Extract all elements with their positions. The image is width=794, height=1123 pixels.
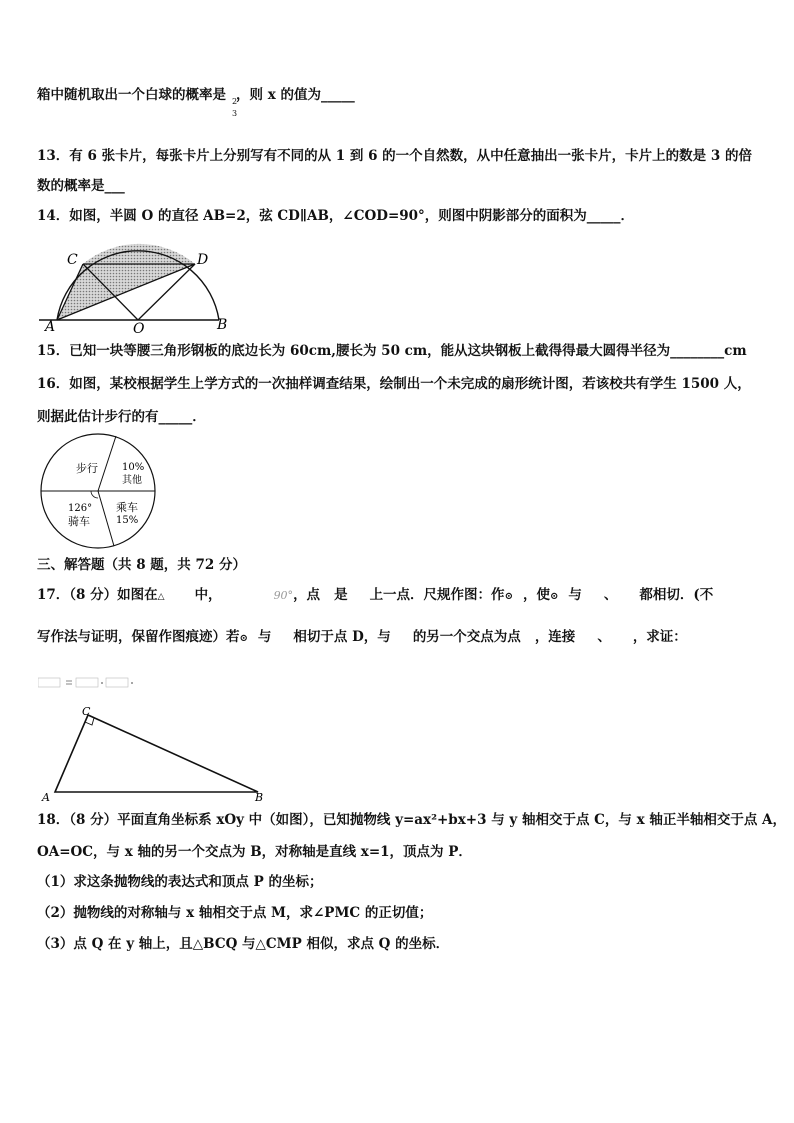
q16-label-bike: 骑车 (68, 515, 90, 528)
q17-l2f: 、 (597, 629, 611, 645)
q12-line (37, 86, 355, 104)
q18-sub1: （1）求这条抛物线的表达式和顶点 P 的坐标； (37, 874, 323, 890)
q12-frac-den: 3 (232, 109, 238, 118)
q16-label-other: 其他 (122, 475, 142, 486)
q12-frac-num: 2 (232, 97, 238, 106)
q16-line1: 16．如图，某校根据学生上学方式的一次抽样调查结果，绘制出一个未完成的扇形统计图，若该校共有学生 1500 人， (37, 376, 751, 392)
circle-symbol: ⊙ (504, 591, 513, 602)
q17-l2e: ，连接 (534, 629, 576, 645)
q14-semicircle-figure (37, 230, 237, 335)
q17-l1b: 中， (194, 587, 222, 603)
q17-angle-value: 90° (273, 589, 294, 602)
q17-l2c: 相切于点 D，与 (293, 629, 391, 645)
q17-l1e: 上一点．尺规作图：作 (369, 587, 505, 603)
q18-line1: 18．（8 分）平面直角坐标系 xOy 中（如图），已知抛物线 y=ax²+bx+3 与 y 轴相交于点 C，与 x 轴正半轴相交于点 A， (37, 812, 787, 828)
q16-label-bus: 乘车 (116, 501, 138, 514)
q17-l2d: 的另一个交点为点 (412, 629, 521, 645)
q17-triangle (55, 715, 258, 792)
q17-l1f: ，使 (522, 587, 550, 603)
q17-l1c: ，点 (293, 587, 321, 603)
q17-label-c: C (82, 705, 91, 718)
q16-line2: 则据此估计步行的有_____． (37, 409, 206, 425)
q13-line1: 13．有 6 张卡片，每张卡片上分别写有不同的从 1 到 6 的一个自然数，从中任意抽出一张卡片，卡片上的数是 3 的倍 (37, 148, 752, 164)
q17-l2g: ，求证： (632, 629, 687, 645)
q18-sub3: （3）点 Q 在 y 轴上，且△BCQ 与△CMP 相似，求点 Q 的坐标． (37, 936, 450, 952)
q14-text: 14．如图，半圆 O 的直径 AB=2，弦 CD∥AB，∠COD=90°，则图中阴影部分的面积为_____． (37, 208, 635, 224)
q17-line2 (37, 628, 687, 648)
q12-text-post: ，则 x 的值为_____ (236, 87, 355, 103)
q14-label-o: O (133, 321, 145, 335)
circle-symbol: ⊙ (239, 633, 248, 644)
q14-label-a: A (45, 319, 56, 335)
q16-label-pct15: 15% (116, 515, 139, 526)
q16-pie-chart (38, 432, 163, 552)
q16-label-angle: 126° (68, 503, 93, 514)
q17-label-a: A (42, 791, 50, 803)
q14-label-c: C (67, 252, 78, 268)
q17-l1g: 与 (568, 587, 582, 603)
circle-symbol: ⊙ (549, 591, 559, 602)
q17-line1 (37, 586, 713, 606)
triangle-symbol: △ (157, 592, 165, 602)
q17-l1i: 都相切．(不 (639, 587, 714, 603)
q15-text: 15．已知一块等腰三角形钢板的底边长为 60cm,腰长为 50 cm，能从这块钢板上截得得最大圆得半径为________cm (37, 343, 747, 359)
q16-label-walk: 步行 (76, 462, 98, 475)
q17-triangle-figure (36, 703, 276, 803)
q12-text-pre: 箱中随机取出一个白球的概率是 (37, 87, 226, 103)
q14-label-d: D (197, 252, 209, 268)
q17-l2b: 与 (257, 629, 272, 645)
q17-label-b: B (255, 791, 264, 803)
q17-proof-formula (38, 676, 143, 688)
q17-l1h: 、 (603, 587, 618, 603)
q17-l1d: 是 (334, 587, 348, 603)
q16-label-pct10: 10% (122, 462, 145, 473)
q18-sub2: （2）抛物线的对称轴与 x 轴相交于点 M，求∠PMC 的正切值； (37, 905, 433, 921)
section3-heading: 三、解答题（共 8 题，共 72 分） (37, 557, 246, 573)
q17-l2a: 写作法与证明，保留作图痕迹）若 (37, 629, 240, 645)
q13-line2: 数的概率是___ (37, 178, 125, 194)
q17-l1a: 17．（8 分）如图在 (37, 587, 158, 603)
q14-label-b: B (217, 317, 228, 333)
q18-line2: OA=OC，与 x 轴的另一个交点为 B，对称轴是直线 x=1，顶点为 P． (37, 844, 472, 860)
